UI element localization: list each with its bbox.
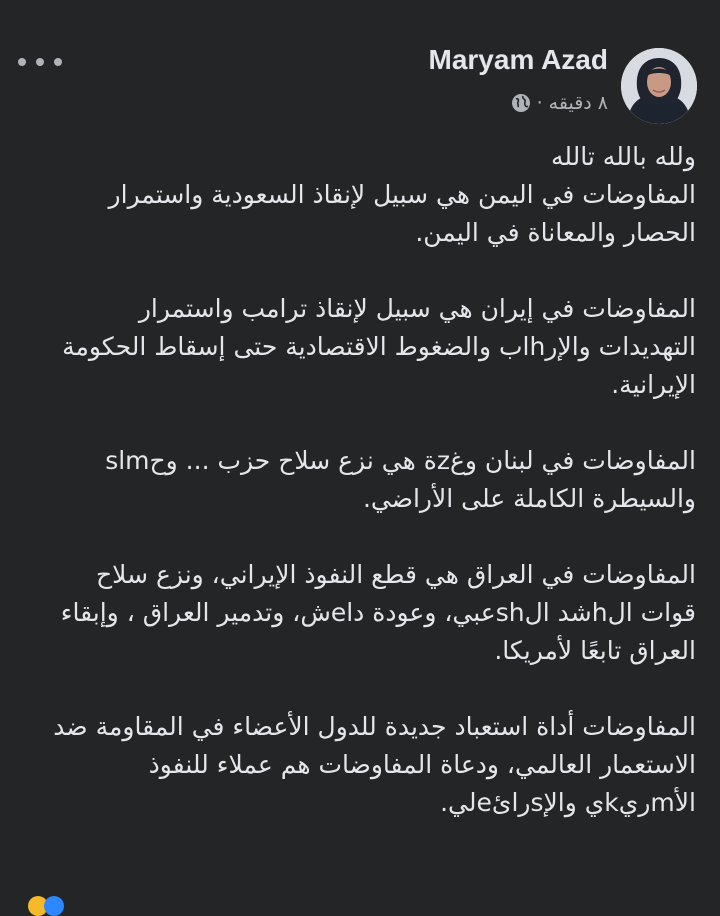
post-text	[36, 138, 696, 860]
avatar-image	[621, 48, 697, 124]
author-avatar[interactable]	[621, 48, 697, 124]
post-paragraph: المفاوضات في لبنان وغzة هي نزع سلاح حزب ... وحslm والسيطرة الكاملة على الأراضي.	[105, 446, 696, 513]
ellipsis-icon	[36, 58, 44, 66]
ellipsis-icon	[54, 58, 62, 66]
post-meta	[511, 92, 608, 114]
like-reaction-icon	[44, 896, 64, 916]
post-paragraph: المفاوضات أداة استعباد جديدة للدول الأعضاء في المقاومة ضد الاستعمار العالمي، ودعاة المفاوضات هم عملاء للنفوذ الأmريkي والإsرائeلي.	[53, 712, 696, 817]
post-paragraph: ولله بالله تالله المفاوضات في اليمن هي سبيل لإنقاذ السعودية واستمرار الحصار والمعاناة في اليمن.	[108, 142, 696, 247]
ellipsis-icon	[18, 58, 26, 66]
meta-separator: ·	[536, 92, 543, 114]
post-paragraph: المفاوضات في إيران هي سبيل لإنقاذ ترامب واستمرار التهديدات والإرhاب والضغوط الاقتصادية حتى إسقاط الحكومة الإيرانية.	[62, 294, 696, 399]
globe-icon	[511, 93, 531, 113]
post-time[interactable]: ٨ دقيقه	[548, 92, 608, 114]
more-options-button[interactable]	[18, 52, 62, 72]
author-name[interactable]: Maryam Azad	[428, 44, 608, 75]
reactions-summary[interactable]	[28, 896, 60, 916]
post-paragraph: المفاوضات في العراق هي قطع النفوذ الإيراني، ونزع سلاح قوات الhشد الshعبي، وعودة داeش، وتدمير العراق ، وإبقاء العراق تابعًا لأمريكا.	[60, 560, 696, 665]
